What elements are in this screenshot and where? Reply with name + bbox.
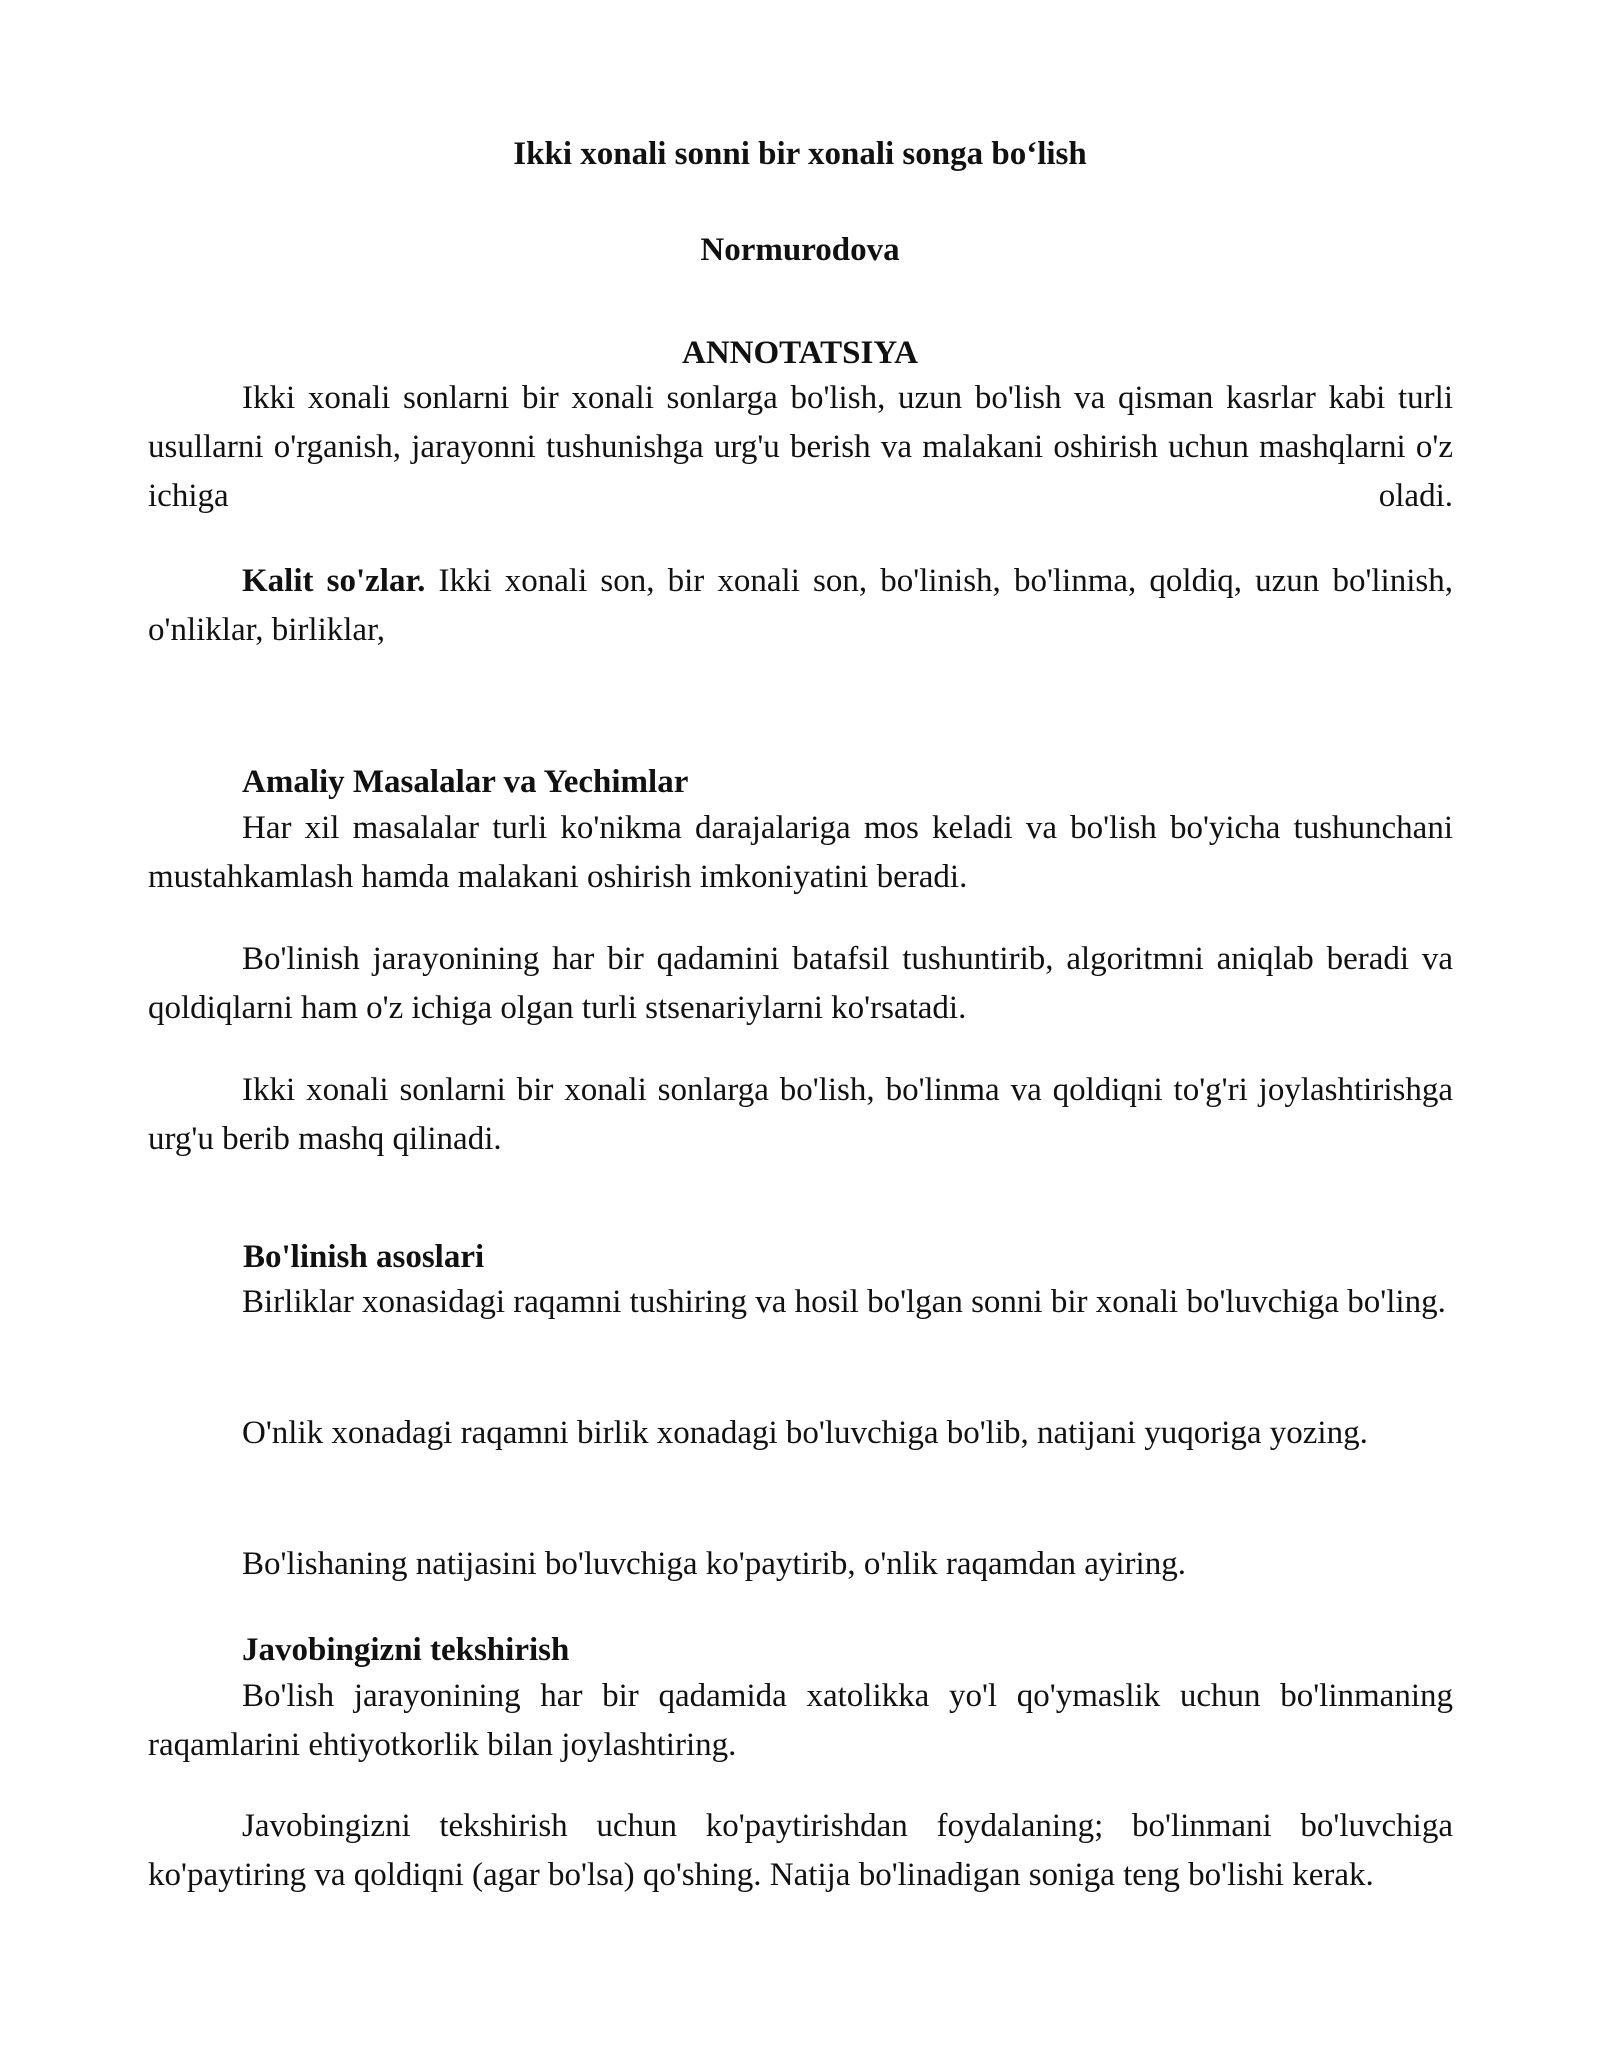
paragraph: Ikki xonali sonlarni bir xonali sonlarga bo'lish, bo'linma va qoldiqni to'g'ri joylashtirishga urg'u berib mashq qilinadi.	[148, 1072, 1453, 1157]
document-title: Ikki xonali sonni bir xonali songa bo‘lish	[513, 136, 1087, 172]
keywords-text: Ikki xonali son, bir xonali son, bo'linish, bo'linma, qoldiq, uzun bo'linish, o'nliklar, birliklar,	[148, 563, 1453, 648]
keywords-paragraph	[148, 557, 1453, 655]
annotation-text: Ikki xonali sonlarni bir xonali sonlarga bo'lish, uzun bo'lish va qisman kasrlar kabi turli usullarni o'rganish, jarayonni tushunishga urg'u berish va malakani oshirish uchun mashqlarni o'z ichiga oladi.	[148, 380, 1453, 514]
author-name: Normurodova	[700, 232, 900, 268]
paragraph: Bo'lish jarayonining har bir qadamida xatolikka yo'l qo'ymaslik uchun bo'linmaning raqamlarini ehtiyotkorlik bilan joylashtiring.	[148, 1678, 1453, 1763]
paragraph: O'nlik xonadagi raqamni birlik xonadagi bo'luvchiga bo'lib, natijani yuqoriga yozing.	[242, 1415, 1368, 1451]
paragraph: Bo'lishaning natijasini bo'luvchiga ko'paytirib, o'nlik raqamdan ayiring.	[242, 1546, 1186, 1582]
annotation-heading: ANNOTATSIYA	[682, 335, 918, 371]
section-heading-check: Javobingizni tekshirish	[242, 1632, 570, 1668]
section-heading-basics: Bo'linish asoslari	[243, 1239, 485, 1275]
keywords-label: Kalit so'zlar.	[242, 563, 426, 599]
paragraph: Birliklar xonasidagi raqamni tushiring va hosil bo'lgan sonni bir xonali bo'luvchiga bo'ling.	[242, 1284, 1446, 1320]
section-heading-practical: Amaliy Masalalar va Yechimlar	[242, 764, 689, 800]
paragraph: Bo'linish jarayonining har bir qadamini batafsil tushuntirib, algoritmni aniqlab beradi va qoldiqlarni ham o'z ichiga olgan turli stsenariylarni ko'rsatadi.	[148, 941, 1453, 1026]
paragraph: Har xil masalalar turli ko'nikma darajalariga mos keladi va bo'lish bo'yicha tushunchani mustahkamlash hamda malakani oshirish imkoniyatini beradi.	[148, 810, 1453, 895]
paragraph: Javobingizni tekshirish uchun ko'paytirishdan foydalaning; bo'linmani bo'luvchiga ko'paytiring va qoldiqni (agar bo'lsa) qo'shing. Natija bo'linadigan soniga teng bo'lishi kerak.	[148, 1808, 1453, 1893]
